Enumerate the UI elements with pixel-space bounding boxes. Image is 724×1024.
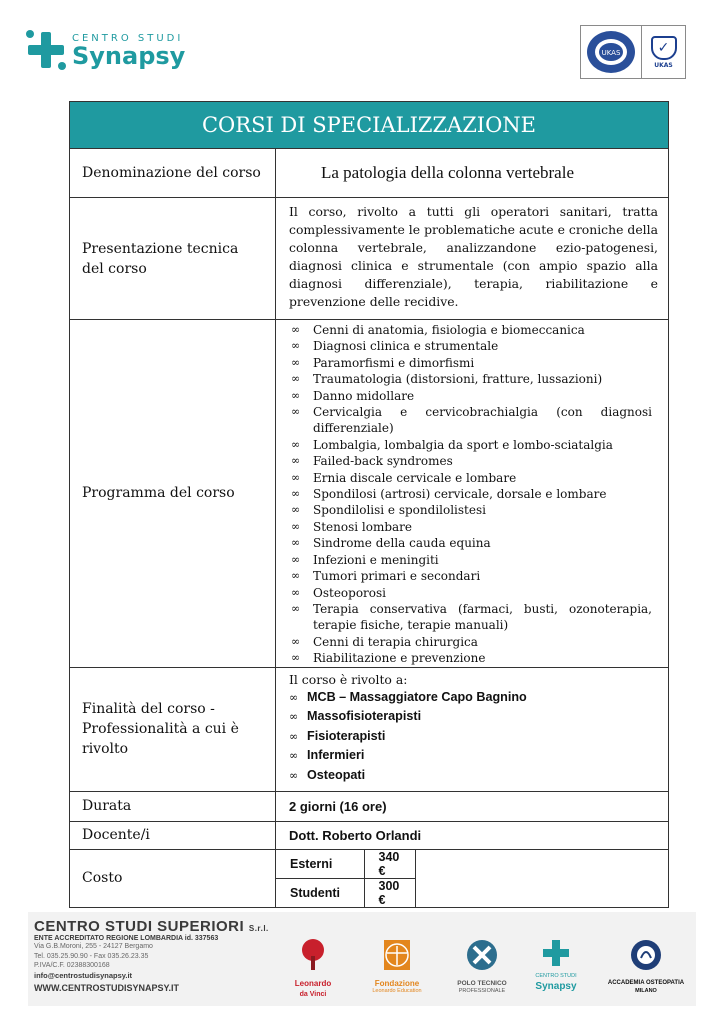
list-item: ∞ Riabilitazione e prevenzione: [276, 650, 652, 666]
list-item: ∞ Spondilosi (artrosi) cervicale, dorsale e lombare: [276, 486, 652, 502]
cost-type: Studenti: [276, 878, 364, 907]
list-item: ∞ Danno midollare: [276, 388, 652, 404]
cost-label: Costo: [70, 849, 276, 907]
presentation-label: Presentazione tecnica del corso: [70, 198, 276, 320]
email: info@centrostudisynapsy.it: [34, 970, 133, 980]
cost-price: 300 €: [364, 878, 416, 907]
course-name-label: Denominazione del corso: [70, 149, 276, 198]
phone: Tel. 035.25.90.90 - Fax 035.26.23.35: [34, 952, 149, 960]
polo-tecnico-logo: POLO TECNICO PROFESSIONALE: [452, 938, 512, 995]
list-item: ∞ Ernia discale cervicale e lombare: [276, 470, 652, 486]
list-item: ∞ Osteoporosi: [276, 585, 652, 601]
synapsy-footer-logo: CENTRO STUDI Synapsy: [526, 938, 586, 991]
target-label: Finalità del corso - Professionalità a cui è rivolto: [70, 667, 276, 791]
list-item: ∞ Terapia conservativa (farmaci, busti, ozonoterapia, terapie fisiche, terapie manuali): [276, 601, 652, 634]
course-name-value: La patologia della colonna vertebrale: [321, 163, 574, 182]
synapsy-cross-icon: [26, 30, 66, 70]
org-suffix: S.r.l.: [248, 924, 269, 933]
course-table: [69, 101, 669, 908]
accademia-osteopatia-logo: ACCADEMIA OSTEOPATIA MILANO: [600, 938, 692, 995]
address: Via G.B.Moroni, 255 - 24127 Bergamo: [34, 943, 153, 950]
synapsy-cross-icon: [541, 938, 571, 968]
teacher-label: Docente/i: [70, 821, 276, 849]
vat: P.IVA/C.F. 02388300168: [34, 962, 110, 969]
cost-type: Esterni: [276, 850, 364, 879]
list-item: ∞ Sindrome della cauda equina: [276, 535, 652, 551]
list-item: ∞ Fisioterapisti: [289, 727, 658, 747]
duration-value: 2 giorni (16 ore): [289, 798, 387, 814]
fondazione-logo: Fondazione Leonardo Education: [364, 938, 430, 995]
duration-label: Durata: [70, 791, 276, 821]
logo-top-text: CENTRO STUDI: [72, 32, 184, 44]
tree-icon: [298, 938, 328, 972]
cost-price: 340 €: [364, 850, 416, 879]
iso-certification-seal-icon: [585, 28, 637, 76]
list-item: ∞ Cenni di anatomia, fisiologia e biomeccanica: [276, 322, 652, 338]
logo-main-text: Synapsy: [72, 41, 186, 70]
list-item: ∞ Infezioni e meningiti: [276, 552, 652, 568]
table-title: CORSI DI SPECIALIZZAZIONE: [70, 102, 669, 149]
centro-studi-synapsy-logo: [26, 30, 185, 70]
list-item: ∞ Cenni di terapia chirurgica: [276, 634, 652, 650]
list-item: ∞ Infermieri: [289, 746, 658, 766]
ukas-crown-icon: ✓: [651, 36, 677, 60]
teacher-value: Dott. Roberto Orlandi: [289, 827, 422, 843]
list-item: ∞ Diagnosi clinica e strumentale: [276, 338, 652, 354]
accademia-seal-icon: [629, 938, 663, 972]
presentation-value: Il corso, rivolto a tutti gli operatori sanitari, tratta complessivamente le problematiche acute e croniche della colonna vertebrale, analizzandone ezio-patogenesi, diagnosi clinica e strumentale (con ampio spazio alla diagnosi differenziale), terapia, riabilitazione e prevenzione delle recidive.: [289, 204, 658, 309]
ukas-label: UKAS: [654, 61, 673, 69]
website: WWW.CENTROSTUDISYNAPSY.IT: [34, 982, 180, 993]
list-item: ∞ Paramorfismi e dimorfismi: [276, 355, 652, 371]
accreditation: ENTE ACCREDITATO REGIONE LOMBARDIA id. 337563: [34, 935, 219, 942]
list-item: ∞ Tumori primari e secondari: [276, 568, 652, 584]
certification-badges: [580, 25, 686, 79]
list-item: ∞ Massofisioterapisti: [289, 707, 658, 727]
program-label: Programma del corso: [70, 320, 276, 668]
program-list: [276, 322, 652, 667]
list-item: ∞ MCB – Massaggiatore Capo Bagnino: [289, 688, 658, 708]
target-list: [289, 688, 658, 786]
vitruvian-man-icon: [382, 938, 412, 972]
list-item: ∞ Failed-back syndromes: [276, 453, 652, 469]
list-item: ∞ Cervicalgia e cervicobrachialgia (con diagnosi differenziale): [276, 404, 652, 437]
org-info: [34, 918, 269, 993]
list-item: ∞ Stenosi lombare: [276, 519, 652, 535]
list-item: ∞ Spondilolisi e spondilolistesi: [276, 502, 652, 518]
target-intro: Il corso è rivolto a:: [289, 671, 408, 687]
leonardo-logo: Leonardo da Vinci: [288, 938, 338, 999]
list-item: ∞ Traumatologia (distorsioni, fratture, lussazioni): [276, 371, 652, 387]
footer: [0, 908, 724, 1008]
cost-table: [276, 850, 416, 907]
list-item: ∞ Osteopati: [289, 766, 658, 786]
org-name: CENTRO STUDI SUPERIORI: [34, 918, 245, 935]
list-item: ∞ Lombalgia, lombalgia da sport e lombo-sciatalgia: [276, 437, 652, 453]
svg-text:UKAS: UKAS: [601, 49, 621, 57]
polo-icon: [465, 938, 499, 972]
